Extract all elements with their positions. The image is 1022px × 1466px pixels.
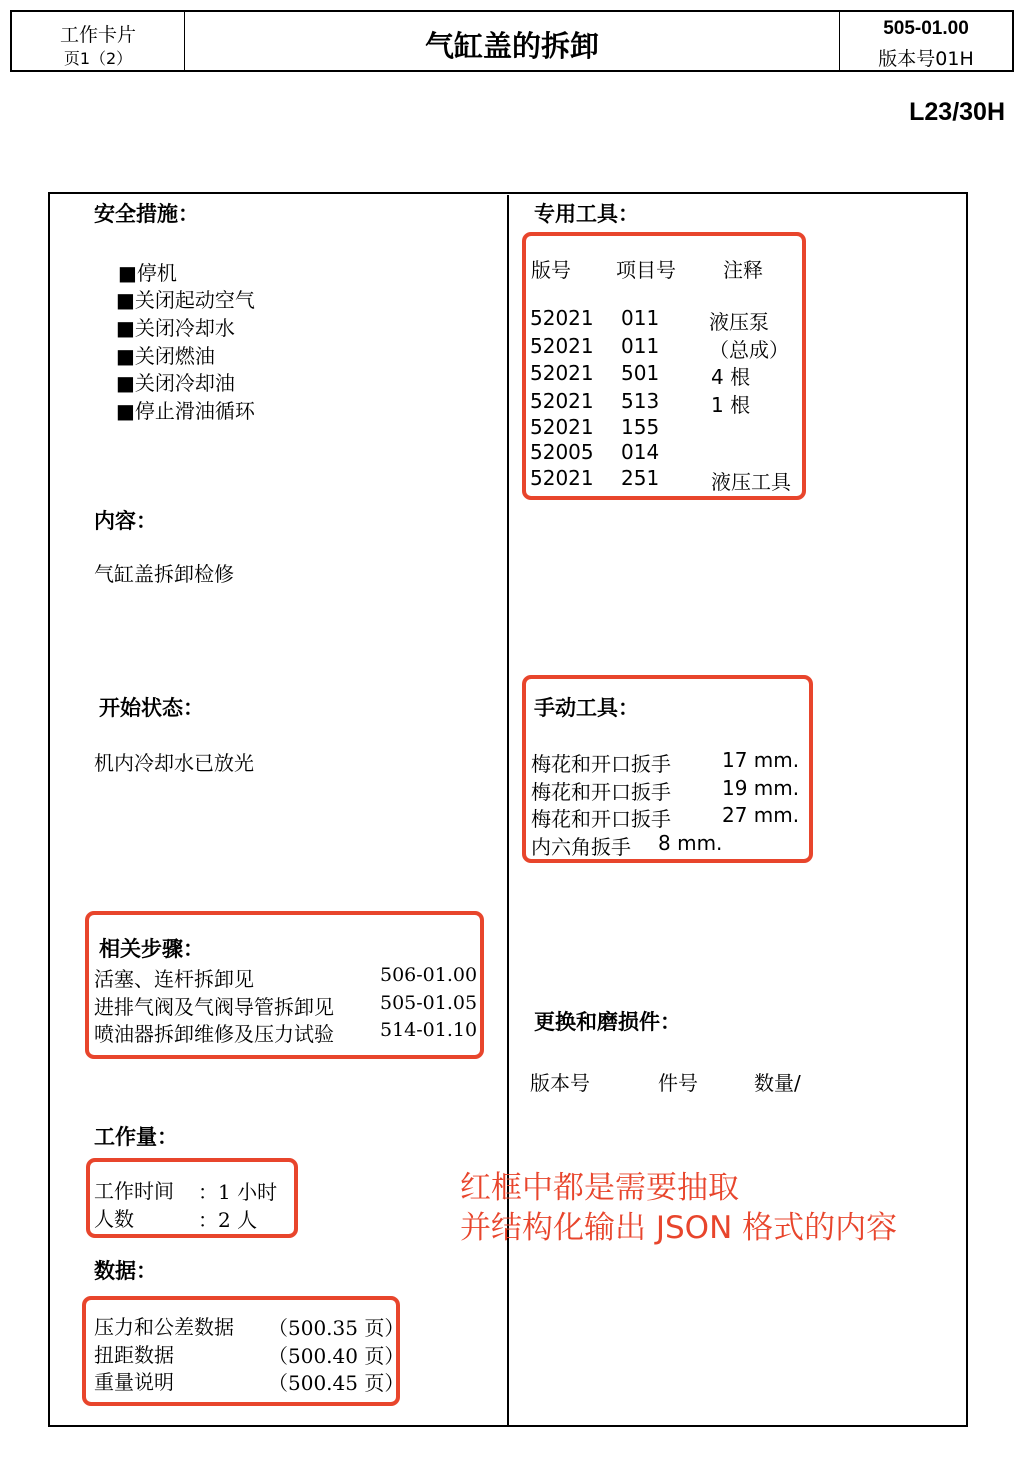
annotation-line-2: 并结构化输出 JSON 格式的内容	[460, 1210, 898, 1246]
tool-plate: 52021	[530, 306, 594, 330]
special-tools-header: 项目号	[616, 258, 676, 282]
safety-item: ■停止滑油循环	[116, 399, 255, 423]
special-tools-title: 专用工具：	[534, 202, 639, 226]
hand-tool-size: 17 mm.	[722, 748, 800, 772]
tool-item: 011	[621, 334, 660, 358]
doc-number: 505-01.00	[883, 18, 969, 39]
data-item-name: 扭距数据	[94, 1343, 174, 1367]
safety-item: ■关闭冷却油	[116, 371, 235, 395]
special-tools-header: 注释	[723, 258, 763, 282]
page-title: 气缸盖的拆卸	[424, 29, 599, 63]
workload-value: ：1 小时	[198, 1180, 278, 1204]
header-bar	[10, 10, 1014, 72]
tool-item: 011	[621, 306, 660, 330]
hand-tools-title: 手动工具：	[534, 696, 639, 720]
safety-title: 安全措施：	[94, 202, 199, 226]
workload-label: 人数	[94, 1207, 134, 1231]
data-item-ref: （500.35 页）	[268, 1316, 405, 1340]
tool-note: （总成）	[709, 338, 789, 362]
data-title: 数据：	[94, 1259, 157, 1283]
tool-note: 液压工具	[711, 470, 791, 494]
version-label: 版本号01H	[878, 48, 974, 70]
tool-note: 液压泵	[709, 310, 769, 334]
data-item-ref: （500.40 页）	[268, 1344, 405, 1368]
tool-note: 1 根	[711, 393, 751, 417]
tool-plate: 52021	[530, 466, 594, 490]
related-step-name: 活塞、连杆拆卸见	[94, 967, 254, 991]
tool-plate: 52021	[530, 415, 594, 439]
header-doc-cell	[839, 12, 1012, 70]
engine-model: L23/30H	[909, 98, 1005, 126]
tool-plate: 52021	[530, 334, 594, 358]
workload-value: ：2 人	[198, 1208, 258, 1232]
data-item-name: 压力和公差数据	[94, 1315, 234, 1339]
tool-item: 501	[621, 361, 660, 385]
safety-item: ■关闭燃油	[116, 344, 215, 368]
tool-item: 251	[621, 466, 660, 490]
spare-parts-title: 更换和磨损件：	[534, 1010, 681, 1034]
card-label: 工作卡片	[59, 24, 136, 46]
related-step-name: 喷油器拆卸维修及压力试验	[94, 1022, 334, 1046]
hand-tool-size: 19 mm.	[722, 776, 800, 800]
header-title-cell	[184, 12, 840, 70]
spare-parts-header: 件号	[658, 1071, 698, 1095]
related-step-ref: 506-01.00	[380, 964, 478, 986]
start-state-title: 开始状态：	[99, 696, 204, 720]
data-item-ref: （500.45 页）	[268, 1371, 405, 1395]
tool-note: 4 根	[711, 365, 751, 389]
related-step-ref: 514-01.10	[380, 1019, 478, 1041]
spare-parts-header: 版本号	[530, 1071, 590, 1095]
hand-tool-size: 8 mm.	[658, 831, 723, 855]
header-card-cell	[12, 12, 185, 70]
workload-label: 工作时间	[94, 1179, 174, 1203]
tool-item: 014	[621, 440, 660, 464]
content-text: 气缸盖拆卸检修	[94, 562, 234, 586]
start-state-text: 机内冷却水已放光	[94, 751, 254, 775]
page-label: 页1（2）	[63, 49, 133, 68]
safety-item: ■停机	[118, 261, 177, 285]
spare-parts-header: 数量/	[754, 1071, 801, 1095]
hand-tool-size: 27 mm.	[722, 803, 800, 827]
tool-item: 513	[621, 389, 660, 413]
workload-title: 工作量：	[94, 1125, 178, 1149]
annotation-line-1: 红框中都是需要抽取	[460, 1170, 739, 1206]
safety-item: ■关闭冷却水	[116, 316, 235, 340]
hand-tool-name: 梅花和开口扳手	[531, 780, 671, 804]
special-tools-header: 版号	[531, 258, 571, 282]
tool-plate: 52021	[530, 361, 594, 385]
related-step-name: 进排气阀及气阀导管拆卸见	[94, 995, 334, 1019]
tool-item: 155	[621, 415, 660, 439]
tool-plate: 52021	[530, 389, 594, 413]
data-item-name: 重量说明	[94, 1370, 174, 1394]
hand-tool-name: 内六角扳手	[531, 835, 631, 859]
related-step-ref: 505-01.05	[380, 992, 478, 1014]
content-title: 内容：	[94, 509, 157, 533]
safety-item: ■关闭起动空气	[116, 288, 255, 312]
hand-tool-name: 梅花和开口扳手	[531, 807, 671, 831]
related-steps-title: 相关步骤：	[99, 937, 204, 961]
tool-plate: 52005	[530, 440, 594, 464]
hand-tool-name: 梅花和开口扳手	[531, 752, 671, 776]
